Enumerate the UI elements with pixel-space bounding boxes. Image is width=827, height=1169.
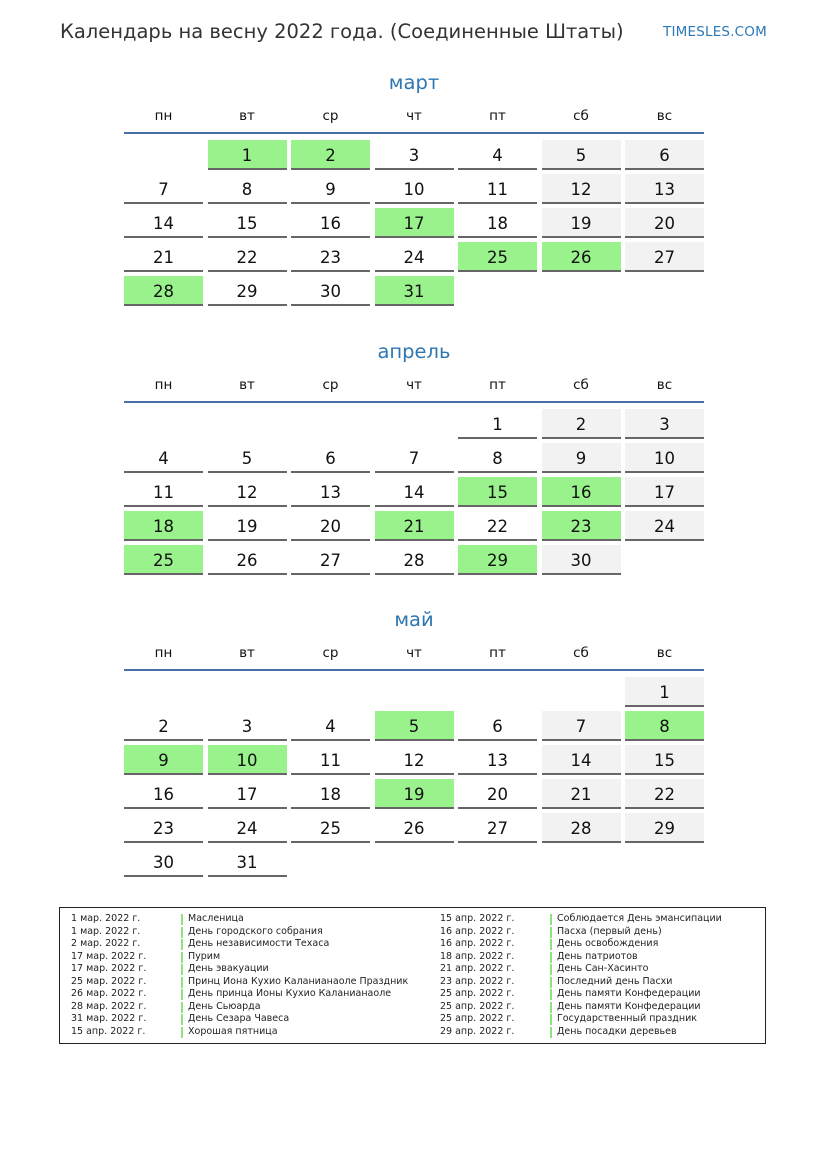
legend-row [440, 926, 722, 939]
empty-cell [124, 677, 203, 707]
day-cell: 21 [124, 242, 203, 272]
weekday-label: вт [239, 377, 255, 393]
day-cell: 24 [375, 242, 454, 272]
day-cell: 19 [542, 208, 621, 238]
legend-color-marker [550, 989, 552, 1000]
month-april [124, 338, 704, 575]
header-rule [124, 669, 704, 671]
day-cell: 17 [208, 779, 287, 809]
holiday-day-cell: 25 [458, 242, 537, 272]
weekday-label: ср [322, 645, 339, 661]
legend-row [440, 1026, 722, 1039]
day-cell: 16 [124, 779, 203, 809]
weekday-header [124, 105, 704, 127]
empty-cell [208, 409, 287, 439]
day-cell: 14 [375, 477, 454, 507]
weekday-label: пн [154, 108, 173, 124]
weekday-label: чт [406, 645, 422, 661]
holiday-day-cell: 15 [458, 477, 537, 507]
legend-row [440, 938, 722, 951]
legend-row [71, 976, 408, 989]
legend-row [440, 1001, 722, 1014]
day-cell: 2 [124, 711, 203, 741]
holiday-day-cell: 25 [124, 545, 203, 575]
day-cell: 1 [458, 409, 537, 439]
legend-row [71, 1026, 408, 1039]
day-cell: 28 [542, 813, 621, 843]
legend-row [440, 988, 722, 1001]
day-cell: 13 [458, 745, 537, 775]
day-cell: 11 [124, 477, 203, 507]
legend-holiday-name: День памяти Конфедерации [557, 1000, 701, 1012]
empty-cell [375, 409, 454, 439]
day-cell: 21 [542, 779, 621, 809]
legend-date: 26 мар. 2022 г. [71, 988, 147, 999]
weekday-label: пн [154, 645, 173, 661]
holiday-day-cell: 31 [375, 276, 454, 306]
day-cell: 20 [625, 208, 704, 238]
day-cell: 3 [208, 711, 287, 741]
site-name[interactable]: TIMESLES.COM [663, 24, 767, 40]
weekday-label: чт [406, 377, 422, 393]
holiday-day-cell: 18 [124, 511, 203, 541]
day-cell: 6 [291, 443, 370, 473]
legend-holiday-name: Принц Иона Кухио Каланианаоле Праздник [188, 975, 409, 987]
day-cell: 9 [291, 174, 370, 204]
header-rule [124, 401, 704, 403]
legend-row [71, 913, 408, 926]
legend-holiday-name: День Сезара Чавеса [188, 1013, 290, 1024]
legend-date: 18 апр. 2022 г. [440, 950, 515, 962]
day-cell: 12 [542, 174, 621, 204]
weekday-label: ср [322, 377, 339, 393]
day-cell: 14 [542, 745, 621, 775]
day-cell: 7 [124, 174, 203, 204]
day-cell: 24 [625, 511, 704, 541]
weekday-label: пт [489, 377, 506, 393]
day-cell: 3 [375, 140, 454, 170]
day-cell: 27 [458, 813, 537, 843]
weekday-label: пн [154, 377, 173, 393]
day-cell: 26 [375, 813, 454, 843]
empty-cell [458, 677, 537, 707]
day-cell: 5 [208, 443, 287, 473]
legend-date: 1 мар. 2022 г. [71, 925, 141, 937]
month-name: май [394, 608, 434, 631]
day-cell: 10 [375, 174, 454, 204]
day-cell: 12 [208, 477, 287, 507]
day-cell: 11 [458, 174, 537, 204]
legend-date: 28 мар. 2022 г. [71, 1000, 147, 1012]
holiday-day-cell: 9 [124, 745, 203, 775]
legend-color-marker [181, 927, 183, 938]
weekday-label: пт [489, 645, 506, 661]
holiday-day-cell: 10 [208, 745, 287, 775]
holiday-day-cell: 8 [625, 711, 704, 741]
legend-color-marker [550, 952, 552, 963]
legend-holiday-name: Соблюдается День эмансипации [557, 913, 722, 924]
legend-color-marker [181, 977, 183, 988]
day-cell: 23 [291, 242, 370, 272]
day-cell: 1 [625, 677, 704, 707]
legend-holiday-name: День независимости Техаса [188, 938, 330, 949]
legend-holiday-name: Последний день Пасхи [557, 975, 673, 987]
day-grid [124, 409, 704, 575]
day-cell: 23 [124, 813, 203, 843]
legend-color-marker [181, 914, 183, 925]
day-cell: 7 [375, 443, 454, 473]
holiday-day-cell: 23 [542, 511, 621, 541]
weekday-label: вс [656, 645, 673, 661]
legend-date: 25 апр. 2022 г. [440, 1013, 515, 1024]
legend-row [440, 963, 722, 976]
month-may [124, 606, 704, 877]
empty-cell [291, 677, 370, 707]
month-march [124, 69, 704, 306]
holiday-day-cell: 2 [291, 140, 370, 170]
day-cell: 30 [124, 847, 203, 877]
empty-cell [375, 677, 454, 707]
weekday-header [124, 374, 704, 396]
legend-color-marker [550, 977, 552, 988]
weekday-label: ср [322, 108, 339, 124]
legend-color-marker [550, 1014, 552, 1025]
day-cell: 24 [208, 813, 287, 843]
weekday-label: пт [489, 108, 506, 124]
day-cell: 30 [291, 276, 370, 306]
day-cell: 22 [625, 779, 704, 809]
legend-column-right [440, 913, 722, 1038]
legend-date: 25 апр. 2022 г. [440, 1000, 515, 1012]
legend-row [71, 1001, 408, 1014]
legend-date: 29 апр. 2022 г. [440, 1025, 515, 1037]
legend-row [71, 926, 408, 939]
empty-cell [124, 409, 203, 439]
legend-row [440, 951, 722, 964]
day-grid [124, 140, 704, 306]
legend-row [440, 1013, 722, 1026]
legend-date: 17 мар. 2022 г. [71, 950, 147, 962]
day-cell: 16 [291, 208, 370, 238]
weekday-label: вт [239, 645, 255, 661]
day-cell: 29 [625, 813, 704, 843]
page-title: Календарь на весну 2022 года. (Соединенные Штаты) [60, 20, 624, 43]
legend-holiday-name: Государственный праздник [557, 1013, 697, 1024]
day-cell: 15 [625, 745, 704, 775]
legend-color-marker [181, 1014, 183, 1025]
legend-holiday-name: Масленица [188, 913, 244, 924]
legend-row [71, 963, 408, 976]
legend-date: 2 мар. 2022 г. [71, 938, 141, 949]
day-cell: 10 [625, 443, 704, 473]
day-cell: 4 [458, 140, 537, 170]
day-cell: 22 [208, 242, 287, 272]
legend-row [71, 1013, 408, 1026]
legend-date: 1 мар. 2022 г. [71, 913, 141, 924]
day-cell: 25 [291, 813, 370, 843]
legend-row [71, 938, 408, 951]
day-cell: 18 [458, 208, 537, 238]
day-cell: 22 [458, 511, 537, 541]
legend-row [440, 976, 722, 989]
legend-date: 25 мар. 2022 г. [71, 975, 147, 987]
legend-color-marker [550, 939, 552, 950]
day-cell: 6 [625, 140, 704, 170]
weekday-label: чт [406, 108, 422, 124]
day-cell: 9 [542, 443, 621, 473]
day-cell: 18 [291, 779, 370, 809]
legend-holiday-name: День посадки деревьев [557, 1025, 677, 1037]
holiday-day-cell: 1 [208, 140, 287, 170]
empty-cell [542, 677, 621, 707]
day-cell: 27 [625, 242, 704, 272]
legend-date: 16 апр. 2022 г. [440, 938, 515, 949]
legend-date: 15 апр. 2022 г. [440, 913, 515, 924]
day-cell: 15 [208, 208, 287, 238]
weekday-label: вс [656, 108, 673, 124]
legend-color-marker [550, 1027, 552, 1038]
legend-holiday-name: День Сьюарда [188, 1000, 261, 1012]
legend-color-marker [181, 1002, 183, 1013]
legend-holiday-name: День патриотов [557, 950, 638, 962]
legend-date: 31 мар. 2022 г. [71, 1013, 147, 1024]
day-cell: 28 [375, 545, 454, 575]
header-rule [124, 132, 704, 134]
legend-column-left [71, 913, 408, 1038]
weekday-header [124, 642, 704, 664]
holiday-day-cell: 17 [375, 208, 454, 238]
legend-color-marker [181, 989, 183, 1000]
legend-holiday-name: Пасха (первый день) [557, 925, 662, 937]
legend-color-marker [181, 939, 183, 950]
day-cell: 5 [542, 140, 621, 170]
day-cell: 20 [458, 779, 537, 809]
legend-holiday-name: День Сан-Хасинто [557, 963, 649, 974]
day-cell: 2 [542, 409, 621, 439]
day-cell: 17 [625, 477, 704, 507]
empty-cell [291, 409, 370, 439]
day-cell: 8 [458, 443, 537, 473]
holiday-day-cell: 28 [124, 276, 203, 306]
legend-holiday-name: День принца Ионы Кухио Каланианаоле [188, 988, 392, 999]
day-cell: 27 [291, 545, 370, 575]
empty-cell [208, 677, 287, 707]
holiday-day-cell: 21 [375, 511, 454, 541]
legend-row [71, 988, 408, 1001]
day-cell: 6 [458, 711, 537, 741]
day-cell: 4 [124, 443, 203, 473]
day-cell: 31 [208, 847, 287, 877]
weekday-label: сб [573, 108, 589, 124]
legend-holiday-name: День освобождения [557, 938, 659, 949]
day-cell: 3 [625, 409, 704, 439]
legend-color-marker [550, 964, 552, 975]
legend-holiday-name: День эвакуации [188, 963, 269, 974]
holiday-day-cell: 29 [458, 545, 537, 575]
legend-color-marker [550, 914, 552, 925]
day-cell: 13 [291, 477, 370, 507]
day-cell: 11 [291, 745, 370, 775]
legend-holiday-name: Пурим [188, 950, 221, 962]
legend-date: 15 апр. 2022 г. [71, 1025, 146, 1037]
day-cell: 12 [375, 745, 454, 775]
day-cell: 30 [542, 545, 621, 575]
legend-date: 25 апр. 2022 г. [440, 988, 515, 999]
weekday-label: вс [656, 377, 673, 393]
legend-date: 23 апр. 2022 г. [440, 975, 515, 987]
weekday-label: вт [239, 108, 255, 124]
day-cell: 20 [291, 511, 370, 541]
day-cell: 26 [208, 545, 287, 575]
day-cell: 7 [542, 711, 621, 741]
day-cell: 29 [208, 276, 287, 306]
legend-date: 17 мар. 2022 г. [71, 963, 147, 974]
legend-holiday-name: День городского собрания [188, 925, 323, 937]
legend-color-marker [550, 927, 552, 938]
legend-color-marker [181, 1027, 183, 1038]
holiday-day-cell: 5 [375, 711, 454, 741]
legend-row [71, 951, 408, 964]
holiday-day-cell: 19 [375, 779, 454, 809]
legend-color-marker [550, 1002, 552, 1013]
legend-row [440, 913, 722, 926]
day-grid [124, 677, 704, 877]
weekday-label: сб [573, 645, 589, 661]
month-name: апрель [377, 340, 451, 363]
legend-date: 16 апр. 2022 г. [440, 925, 515, 937]
day-cell: 19 [208, 511, 287, 541]
day-cell: 13 [625, 174, 704, 204]
day-cell: 8 [208, 174, 287, 204]
day-cell: 4 [291, 711, 370, 741]
legend-color-marker [181, 964, 183, 975]
holiday-day-cell: 16 [542, 477, 621, 507]
weekday-label: сб [573, 377, 589, 393]
legend-holiday-name: День памяти Конфедерации [557, 988, 701, 999]
month-name: март [388, 71, 440, 94]
legend-color-marker [181, 952, 183, 963]
holiday-day-cell: 26 [542, 242, 621, 272]
holiday-legend [59, 907, 766, 1044]
day-cell: 14 [124, 208, 203, 238]
legend-date: 21 апр. 2022 г. [440, 963, 515, 974]
legend-holiday-name: Хорошая пятница [188, 1025, 278, 1037]
empty-cell [124, 140, 203, 170]
